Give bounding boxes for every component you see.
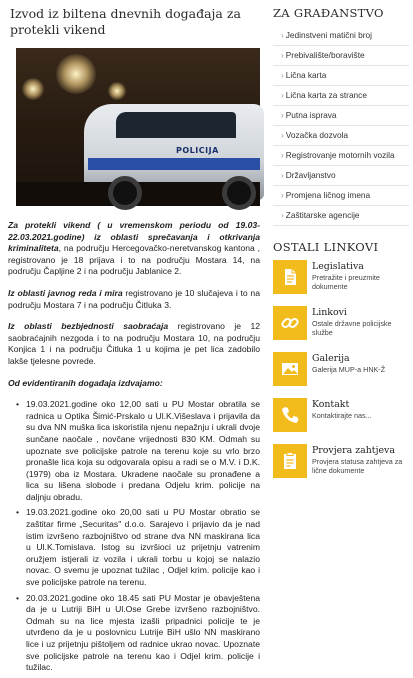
sidebar-item-residence[interactable]: › Prebivalište/boravište bbox=[273, 46, 409, 66]
sidebar-heading-citizens: ZA GRAĐANSTVO bbox=[273, 6, 384, 20]
article-title: Izvod iz biltena dnevnih događaja za protekli vikend bbox=[10, 6, 241, 37]
link-title: Provjera zahtjeva bbox=[312, 445, 395, 456]
main-content bbox=[8, 6, 260, 678]
sidebar-item-vehicle-registration[interactable]: › Registrovanje motornih vozila bbox=[273, 146, 409, 166]
link-icon bbox=[273, 306, 307, 340]
sidebar bbox=[273, 6, 409, 490]
link-title: Galerija bbox=[312, 353, 350, 364]
sidebar-item-id-card[interactable]: › Lična karta bbox=[273, 66, 409, 86]
event-item: • 20.03.2021.godine oko 18.45 sati PU Mostar je obavještena da je u Lutriji BiH u Ul.Ose Grebe izvršeno razbojništvo. Odmah su na lice mjesta izašli pripadnici policije te je utvrđeno da je u poslovnicu Lutrije BiH ušlo NN maskirano lice i uz prijetnju pištoljem od radnice ukrao novac. Upoznate sve policijske patrole na terenu kao i Odjel krim. policije i tužilac. bbox=[16, 593, 260, 674]
link-gallery[interactable] bbox=[273, 352, 409, 390]
link-request-check[interactable] bbox=[273, 444, 409, 482]
link-title: Kontakt bbox=[312, 399, 350, 410]
sidebar-item-name-change[interactable]: › Promjena ličnog imena bbox=[273, 186, 409, 206]
events-heading: Od evidentiranih događaja izdvajamo: bbox=[8, 377, 163, 388]
sidebar-item-foreigner-id[interactable]: › Lična karta za strance bbox=[273, 86, 409, 106]
photo-police-label: POLICIJA bbox=[176, 146, 219, 155]
link-subtitle: Galerija MUP-a HNK-Ž bbox=[312, 365, 386, 374]
paragraph-public-order: Iz oblasti javnog reda i mira registrovano je 10 slučajeva i to na području Mostara 7 i na području Čitluka 3. bbox=[8, 287, 260, 310]
link-title: Legislativa bbox=[312, 261, 364, 272]
event-item: • 19.03.2021.godine oko 12,00 sati u PU Mostar obratila se radnica u Optika Šimić-Prskalo u Ul.K.Višeslava i prijavila da su dva NN muška lica iskoristila njenu nepažnju i ukrali dvoje sunčane naočale , novčane vrijednosti 830 KM. Odmah su upoznate sve policijske patrole na terenu koje su vrlo brzo pronašle lica koja su odgovarala opisu a radi se o M.V. i D.K. (1979) oba iz Mostara. Ukradene naočale su pronađene a lica su lišena slobode i predana Odjelu krim. policije na daljnju obradu. bbox=[16, 399, 260, 503]
sidebar-heading-links: OSTALI LINKOVI bbox=[273, 240, 379, 254]
clipboard-icon bbox=[273, 444, 307, 478]
link-legislation[interactable] bbox=[273, 260, 409, 298]
link-subtitle: Pretražite i preuzmite dokumente bbox=[312, 273, 380, 292]
link-title: Linkovi bbox=[312, 307, 347, 318]
events-list bbox=[8, 399, 260, 674]
sidebar-item-citizenship[interactable]: › Državljanstvo bbox=[273, 166, 409, 186]
link-subtitle: Ostale državne policijske službe bbox=[312, 319, 392, 338]
image-icon bbox=[273, 352, 307, 386]
sidebar-item-security-agencies[interactable]: › Zaštitarske agencije bbox=[273, 206, 409, 226]
paragraph-crime: Za protekli vikend ( u vremenskom periodu od 19.03-22.03.2021.godine) iz oblasti sprečavanja i otkrivanja kriminaliteta, na području Hercegovačko-neretvanskog kantona , registrovano je 18 prijava i to na području Mostara 14, na području Čapljine 2 i na području Jablanice 2. bbox=[8, 220, 260, 277]
link-links[interactable] bbox=[273, 306, 409, 344]
link-subtitle: Kontaktirajte nas... bbox=[312, 411, 372, 420]
phone-icon bbox=[273, 398, 307, 432]
other-links-list bbox=[273, 260, 409, 482]
sidebar-item-jmb[interactable]: › Jedinstveni matični broj bbox=[273, 26, 409, 46]
link-subtitle: Provjera statusa zahtjeva za lične dokumente bbox=[312, 457, 403, 476]
paragraph-traffic: Iz oblasti bezbjednosti saobraćaja registrovano je 12 saobraćajnih nezgoda i to na području Mostara 10, na području Konjica 1 i na području Čitluka 1 u kojima je pet lica zadobilo lakše tjelesne povrede. bbox=[8, 321, 261, 366]
sidebar-item-passport[interactable]: › Putna isprava bbox=[273, 106, 409, 126]
citizen-services-menu bbox=[273, 26, 409, 226]
article-photo bbox=[16, 48, 260, 206]
event-item: • 19.03.2021.godine oko 20,00 sati u PU Mostar obratio se zaštitar firme „Securitas" d.o.o. Sarajevo i prijavio da je nad istim izvršeno razbojništvo od strane dva NN maskirana lica u Ul.K.Tomislava. Istog su izvršioci uz prijetnju vatrenim oružjem istjerali iz vozila i ukrali torbu u kojoj se nalazio novac. O svemu je upoznat tužilac , Odjel krim. policije kao i sve policijske patrole na terenu. bbox=[16, 507, 260, 588]
document-icon bbox=[273, 260, 307, 294]
article-body bbox=[8, 220, 260, 674]
link-contact[interactable] bbox=[273, 398, 409, 436]
sidebar-item-driving-license[interactable]: › Vozačka dozvola bbox=[273, 126, 409, 146]
